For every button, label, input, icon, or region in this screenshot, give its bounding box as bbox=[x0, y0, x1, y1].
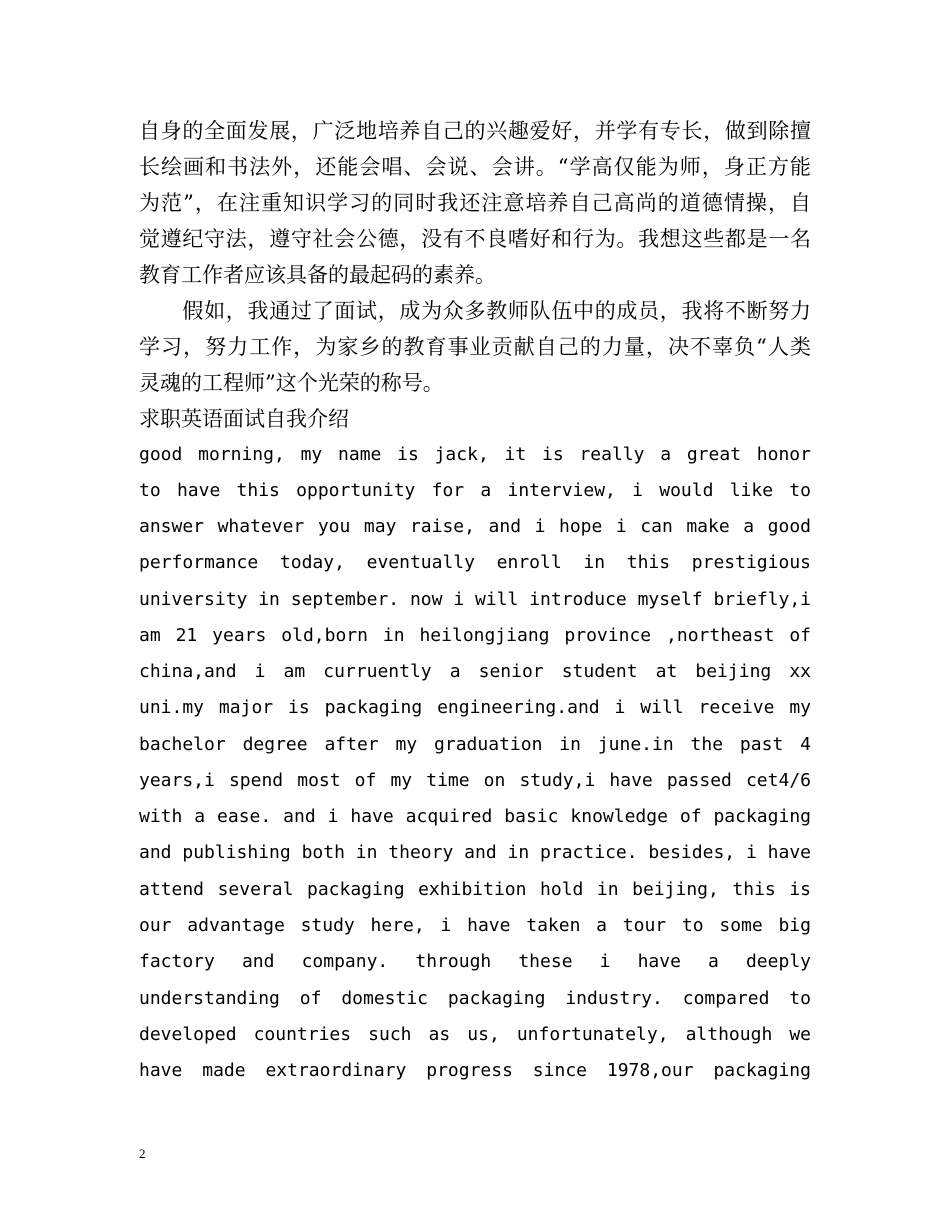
english-line: years,i spend most of my time on study,i have passed cet4/6 bbox=[139, 770, 811, 791]
english-line: bachelor degree after my graduation in june.in the past 4 bbox=[139, 734, 811, 755]
english-line: answer whatever you may raise, and i hope i can make a good bbox=[139, 516, 811, 537]
english-line: uni.my major is packaging engineering.and i will receive my bbox=[139, 697, 811, 718]
english-line: am 21 years old,born in heilongjiang province ,northeast of bbox=[139, 625, 811, 646]
paragraph-line: 假如，我通过了面试，成为众多教师队伍中的成员，我将不断努力 bbox=[139, 299, 811, 323]
paragraph-line: 学习，努力工作，为家乡的教育事业贡献自己的力量，决不辜负“人类 bbox=[139, 335, 811, 359]
page-number: 2 bbox=[139, 1146, 146, 1161]
paragraph-line: 为范”，在注重知识学习的同时我还注意培养自己高尚的道德情操，自 bbox=[139, 191, 811, 215]
english-line: factory and company. through these i have a deeply bbox=[139, 951, 811, 972]
section-heading: 求职英语面试自我介绍 bbox=[139, 407, 349, 431]
english-line: developed countries such as us, unfortunately, although we bbox=[139, 1024, 811, 1045]
paragraph-line: 灵魂的工程师”这个光荣的称号。 bbox=[139, 371, 444, 395]
english-line: and publishing both in theory and in practice. besides, i have bbox=[139, 842, 811, 863]
paragraph-line: 觉遵纪守法，遵守社会公德，没有不良嗜好和行为。我想这些都是一名 bbox=[139, 227, 811, 251]
english-line: to have this opportunity for a interview, i would like to bbox=[139, 480, 811, 501]
english-line: have made extraordinary progress since 1978,our packaging bbox=[139, 1060, 811, 1081]
english-line: understanding of domestic packaging industry. compared to bbox=[139, 988, 811, 1009]
english-line: good morning, my name is jack, it is really a great honor bbox=[139, 444, 811, 465]
english-line: university in september. now i will introduce myself briefly,i bbox=[139, 589, 811, 610]
paragraph-line: 教育工作者应该具备的最起码的素养。 bbox=[139, 263, 496, 287]
english-line: china,and i am curruently a senior student at beijing xx bbox=[139, 661, 811, 682]
paragraph-line: 自身的全面发展，广泛地培养自己的兴趣爱好，并学有专长，做到除擅 bbox=[139, 119, 811, 143]
english-line: our advantage study here, i have taken a tour to some big bbox=[139, 915, 811, 936]
english-line: with a ease. and i have acquired basic knowledge of packaging bbox=[139, 806, 811, 827]
english-line: performance today, eventually enroll in this prestigious bbox=[139, 552, 811, 573]
paragraph-line: 长绘画和书法外，还能会唱、会说、会讲。“学高仅能为师，身正方能 bbox=[139, 155, 811, 179]
english-line: attend several packaging exhibition hold in beijing, this is bbox=[139, 879, 811, 900]
